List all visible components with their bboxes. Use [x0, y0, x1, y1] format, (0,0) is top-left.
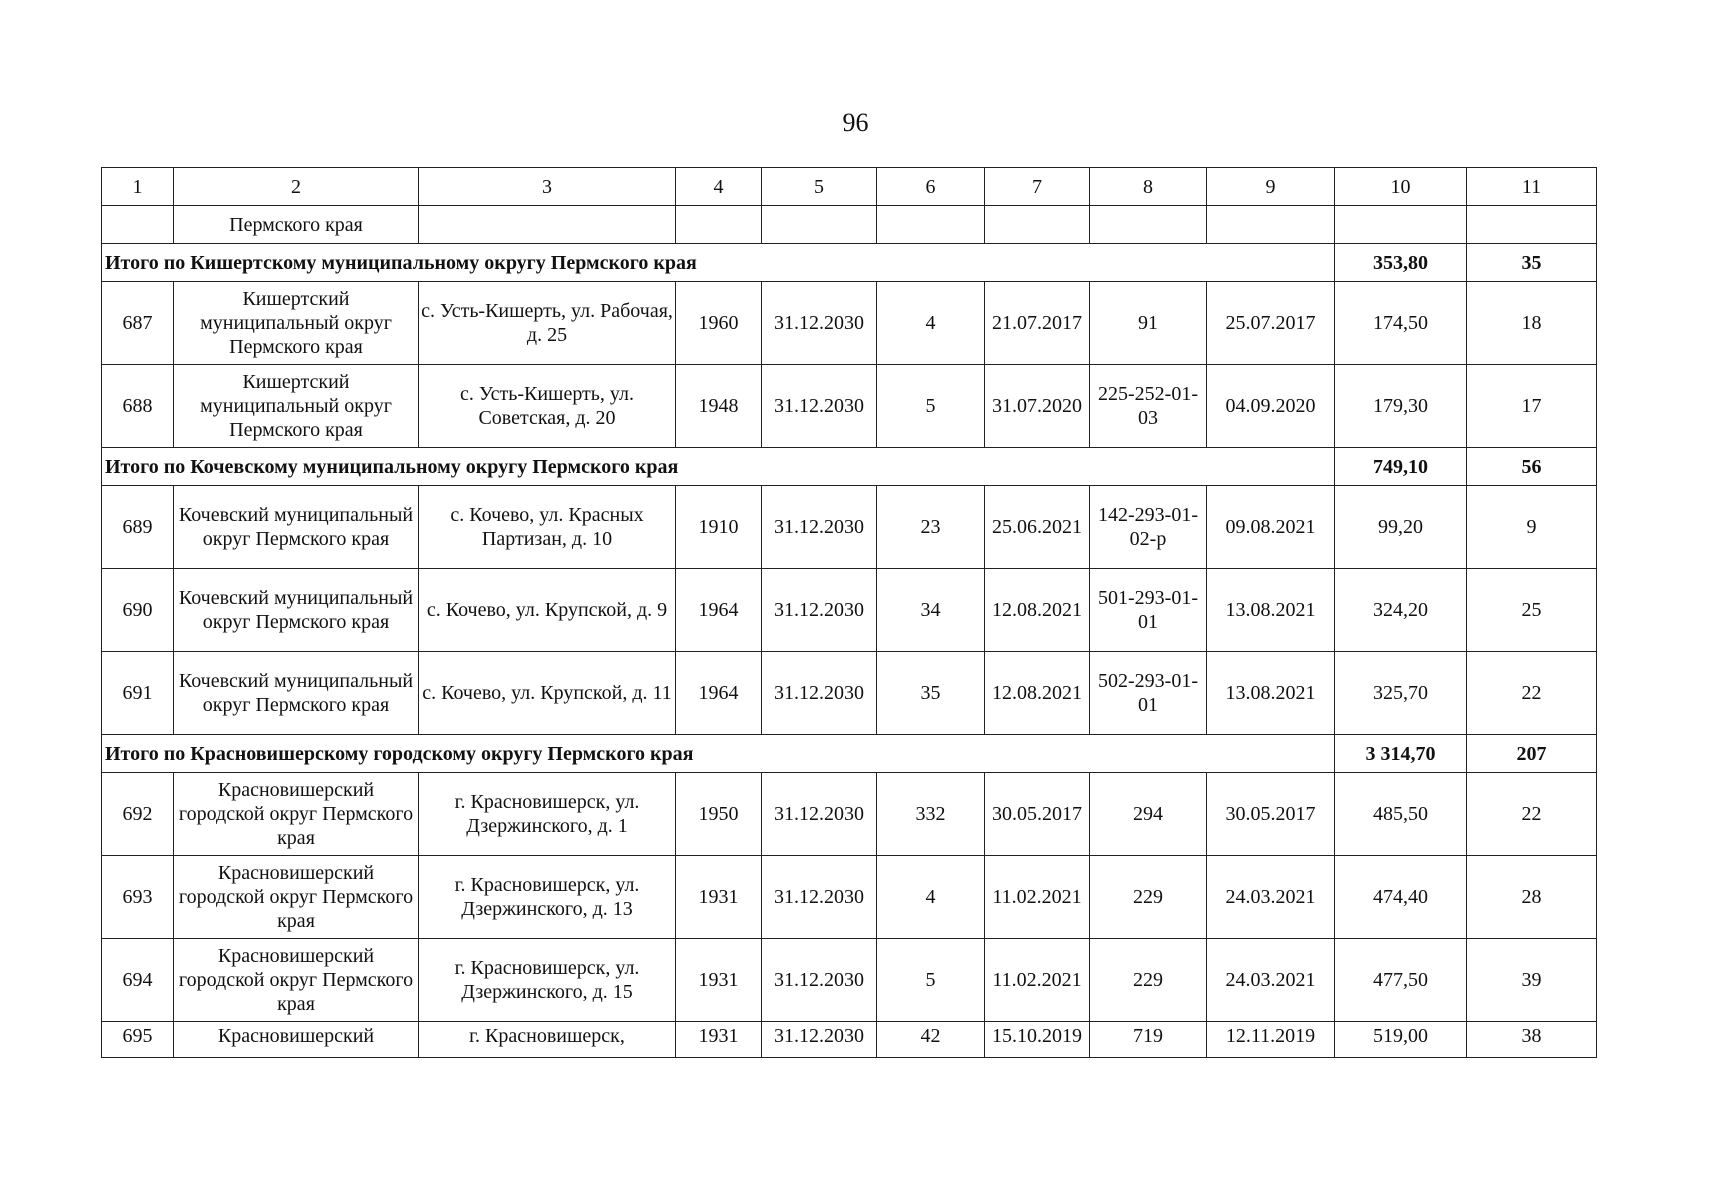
table-cell-col-2: Кишертский муниципальный округ Пермского края: [174, 365, 419, 448]
table-cell-col-6: 34: [877, 569, 985, 652]
table-row: [102, 652, 1597, 735]
table-cell-col-2: Красновишерский городской округ Пермского края: [174, 939, 419, 1022]
table-cell-col-8: 142-293-01-02-р: [1090, 486, 1207, 569]
table-cell-col-11: 9: [1467, 486, 1597, 569]
table-cell-col-7: 12.08.2021: [985, 652, 1090, 735]
table-cell-col-7: 12.08.2021: [985, 569, 1090, 652]
table-cell-col-7: 30.05.2017: [985, 773, 1090, 856]
table-cell-col-7: 15.10.2019: [985, 1022, 1090, 1058]
registry-table: [101, 167, 1597, 1058]
table-cell-col-10: 474,40: [1335, 856, 1467, 939]
column-header: 3: [419, 168, 676, 206]
column-header-row: [102, 168, 1597, 206]
table-cell-col-6: 4: [877, 856, 985, 939]
table-row: [102, 282, 1597, 365]
table-cell-col-5: 31.12.2030: [762, 486, 877, 569]
table-cell-col-1: 692: [102, 773, 174, 856]
table-cell-col-1: 695: [102, 1022, 174, 1058]
table-cell-col-1: [102, 206, 174, 244]
table-cell-col-8: 91: [1090, 282, 1207, 365]
column-header: 11: [1467, 168, 1597, 206]
column-header: 1: [102, 168, 174, 206]
table-cell-col-8: 294: [1090, 773, 1207, 856]
table-cell-col-10: 179,30: [1335, 365, 1467, 448]
table-row: [102, 365, 1597, 448]
table-cell-col-10: 485,50: [1335, 773, 1467, 856]
table-cell-col-9: 24.03.2021: [1207, 939, 1335, 1022]
subtotal-count: 56: [1467, 448, 1597, 486]
table-row: [102, 939, 1597, 1022]
table-cell-col-3: г. Красновишерск, ул. Дзержинского, д. 1: [419, 773, 676, 856]
table-row: [102, 1022, 1597, 1058]
table-cell-col-10: 99,20: [1335, 486, 1467, 569]
table-cell-col-3: с. Усть-Кишерть, ул. Советская, д. 20: [419, 365, 676, 448]
table-cell-col-4: 1960: [676, 282, 762, 365]
table-cell-col-1: 689: [102, 486, 174, 569]
table-cell-col-4: [676, 206, 762, 244]
column-header: 8: [1090, 168, 1207, 206]
column-header: 5: [762, 168, 877, 206]
subtotal-label: Итого по Кочевскому муниципальному округу Пермского края: [102, 448, 1335, 486]
subtotal-area: 749,10: [1335, 448, 1467, 486]
table-cell-col-7: 21.07.2017: [985, 282, 1090, 365]
table-cell-col-8: [1090, 206, 1207, 244]
table-cell-col-9: 25.07.2017: [1207, 282, 1335, 365]
table-body: [102, 168, 1597, 1058]
table-cell-col-4: 1948: [676, 365, 762, 448]
table-cell-col-11: 38: [1467, 1022, 1597, 1058]
table-cell-col-11: [1467, 206, 1597, 244]
table-cell-col-11: 17: [1467, 365, 1597, 448]
table-cell-col-8: 229: [1090, 939, 1207, 1022]
table-cell-col-8: 229: [1090, 856, 1207, 939]
table-cell-col-5: 31.12.2030: [762, 569, 877, 652]
subtotal-area: 3 314,70: [1335, 735, 1467, 773]
table-cell-col-3: с. Кочево, ул. Крупской, д. 9: [419, 569, 676, 652]
table-cell-col-6: 42: [877, 1022, 985, 1058]
table-cell-col-8: 719: [1090, 1022, 1207, 1058]
table-cell-col-9: 09.08.2021: [1207, 486, 1335, 569]
table-cell-col-5: 31.12.2030: [762, 652, 877, 735]
table-cell-col-4: 1931: [676, 939, 762, 1022]
table-cell-col-7: 31.07.2020: [985, 365, 1090, 448]
table-cell-col-6: 4: [877, 282, 985, 365]
table-cell-col-4: 1964: [676, 652, 762, 735]
table-cell-col-1: 687: [102, 282, 174, 365]
table-cell-col-2: Красновишерский городской округ Пермского края: [174, 856, 419, 939]
table-cell-col-6: 5: [877, 939, 985, 1022]
column-header: 4: [676, 168, 762, 206]
column-header: 9: [1207, 168, 1335, 206]
column-header: 10: [1335, 168, 1467, 206]
table-cell-col-8: 225-252-01-03: [1090, 365, 1207, 448]
table-cell-col-7: [985, 206, 1090, 244]
table-cell-col-9: 13.08.2021: [1207, 569, 1335, 652]
table-cell-col-6: 35: [877, 652, 985, 735]
subtotal-count: 35: [1467, 244, 1597, 282]
table-cell-col-9: [1207, 206, 1335, 244]
table-cell-col-5: 31.12.2030: [762, 939, 877, 1022]
table-row: [102, 856, 1597, 939]
table-cell-col-10: [1335, 206, 1467, 244]
table-cell-col-5: 31.12.2030: [762, 1022, 877, 1058]
table-cell-col-4: 1950: [676, 773, 762, 856]
table-cell-col-9: 24.03.2021: [1207, 856, 1335, 939]
table-cell-col-5: [762, 206, 877, 244]
table-cell-col-4: 1964: [676, 569, 762, 652]
table-cell-col-4: 1931: [676, 856, 762, 939]
table-cell-col-10: 519,00: [1335, 1022, 1467, 1058]
table-cell-col-3: [419, 206, 676, 244]
subtotal-label: Итого по Кишертскому муниципальному округу Пермского края: [102, 244, 1335, 282]
table-cell-col-3: с. Усть-Кишерть, ул. Рабочая, д. 25: [419, 282, 676, 365]
subtotal-row: [102, 735, 1597, 773]
table-cell-col-10: 174,50: [1335, 282, 1467, 365]
table-cell-col-5: 31.12.2030: [762, 365, 877, 448]
table-cell-col-2: Кочевский муниципальный округ Пермского края: [174, 652, 419, 735]
table-cell-col-3: г. Красновишерск, ул. Дзержинского, д. 13: [419, 856, 676, 939]
table-cell-col-2: Кишертский муниципальный округ Пермского края: [174, 282, 419, 365]
subtotal-area: 353,80: [1335, 244, 1467, 282]
table-cell-col-5: 31.12.2030: [762, 773, 877, 856]
table-cell-col-5: 31.12.2030: [762, 282, 877, 365]
subtotal-label: Итого по Красновишерскому городскому округу Пермского края: [102, 735, 1335, 773]
continuation-row: [102, 206, 1597, 244]
table-cell-col-10: 324,20: [1335, 569, 1467, 652]
table-cell-col-6: 23: [877, 486, 985, 569]
subtotal-count: 207: [1467, 735, 1597, 773]
table-cell-col-11: 22: [1467, 773, 1597, 856]
table-cell-col-1: 694: [102, 939, 174, 1022]
table-cell-col-11: 18: [1467, 282, 1597, 365]
column-header: 7: [985, 168, 1090, 206]
table-cell-col-5: 31.12.2030: [762, 856, 877, 939]
table-cell-col-8: 501-293-01-01: [1090, 569, 1207, 652]
table-cell-col-6: 332: [877, 773, 985, 856]
table-cell-col-8: 502-293-01-01: [1090, 652, 1207, 735]
table-cell-col-1: 690: [102, 569, 174, 652]
table-cell-col-4: 1931: [676, 1022, 762, 1058]
subtotal-row: [102, 244, 1597, 282]
table-cell-col-11: 22: [1467, 652, 1597, 735]
table-cell-col-7: 25.06.2021: [985, 486, 1090, 569]
table-cell-col-2: Кочевский муниципальный округ Пермского края: [174, 569, 419, 652]
table-cell-col-10: 325,70: [1335, 652, 1467, 735]
table-cell-col-2: Пермского края: [174, 206, 419, 244]
table-cell-col-2: Кочевский муниципальный округ Пермского края: [174, 486, 419, 569]
table-cell-col-2: Красновишерский городской округ Пермского края: [174, 773, 419, 856]
table-row: [102, 773, 1597, 856]
table-cell-col-2: Красновишерский: [174, 1022, 419, 1058]
table-cell-col-9: 30.05.2017: [1207, 773, 1335, 856]
table-cell-col-11: 28: [1467, 856, 1597, 939]
column-header: 2: [174, 168, 419, 206]
table-cell-col-1: 691: [102, 652, 174, 735]
table-cell-col-1: 688: [102, 365, 174, 448]
page-number: 96: [842, 108, 869, 137]
table-cell-col-3: с. Кочево, ул. Крупской, д. 11: [419, 652, 676, 735]
table-cell-col-9: 04.09.2020: [1207, 365, 1335, 448]
table-cell-col-7: 11.02.2021: [985, 856, 1090, 939]
table-row: [102, 569, 1597, 652]
table-cell-col-1: 693: [102, 856, 174, 939]
table-cell-col-10: 477,50: [1335, 939, 1467, 1022]
table-cell-col-4: 1910: [676, 486, 762, 569]
table-row: [102, 486, 1597, 569]
table-cell-col-6: [877, 206, 985, 244]
table-cell-col-9: 12.11.2019: [1207, 1022, 1335, 1058]
table-cell-col-11: 39: [1467, 939, 1597, 1022]
table-cell-col-11: 25: [1467, 569, 1597, 652]
table-cell-col-6: 5: [877, 365, 985, 448]
subtotal-row: [102, 448, 1597, 486]
table-cell-col-7: 11.02.2021: [985, 939, 1090, 1022]
column-header: 6: [877, 168, 985, 206]
table-cell-col-3: с. Кочево, ул. Красных Партизан, д. 10: [419, 486, 676, 569]
table-cell-col-9: 13.08.2021: [1207, 652, 1335, 735]
table-cell-col-3: г. Красновишерск, ул. Дзержинского, д. 15: [419, 939, 676, 1022]
table-cell-col-3: г. Красновишерск,: [419, 1022, 676, 1058]
